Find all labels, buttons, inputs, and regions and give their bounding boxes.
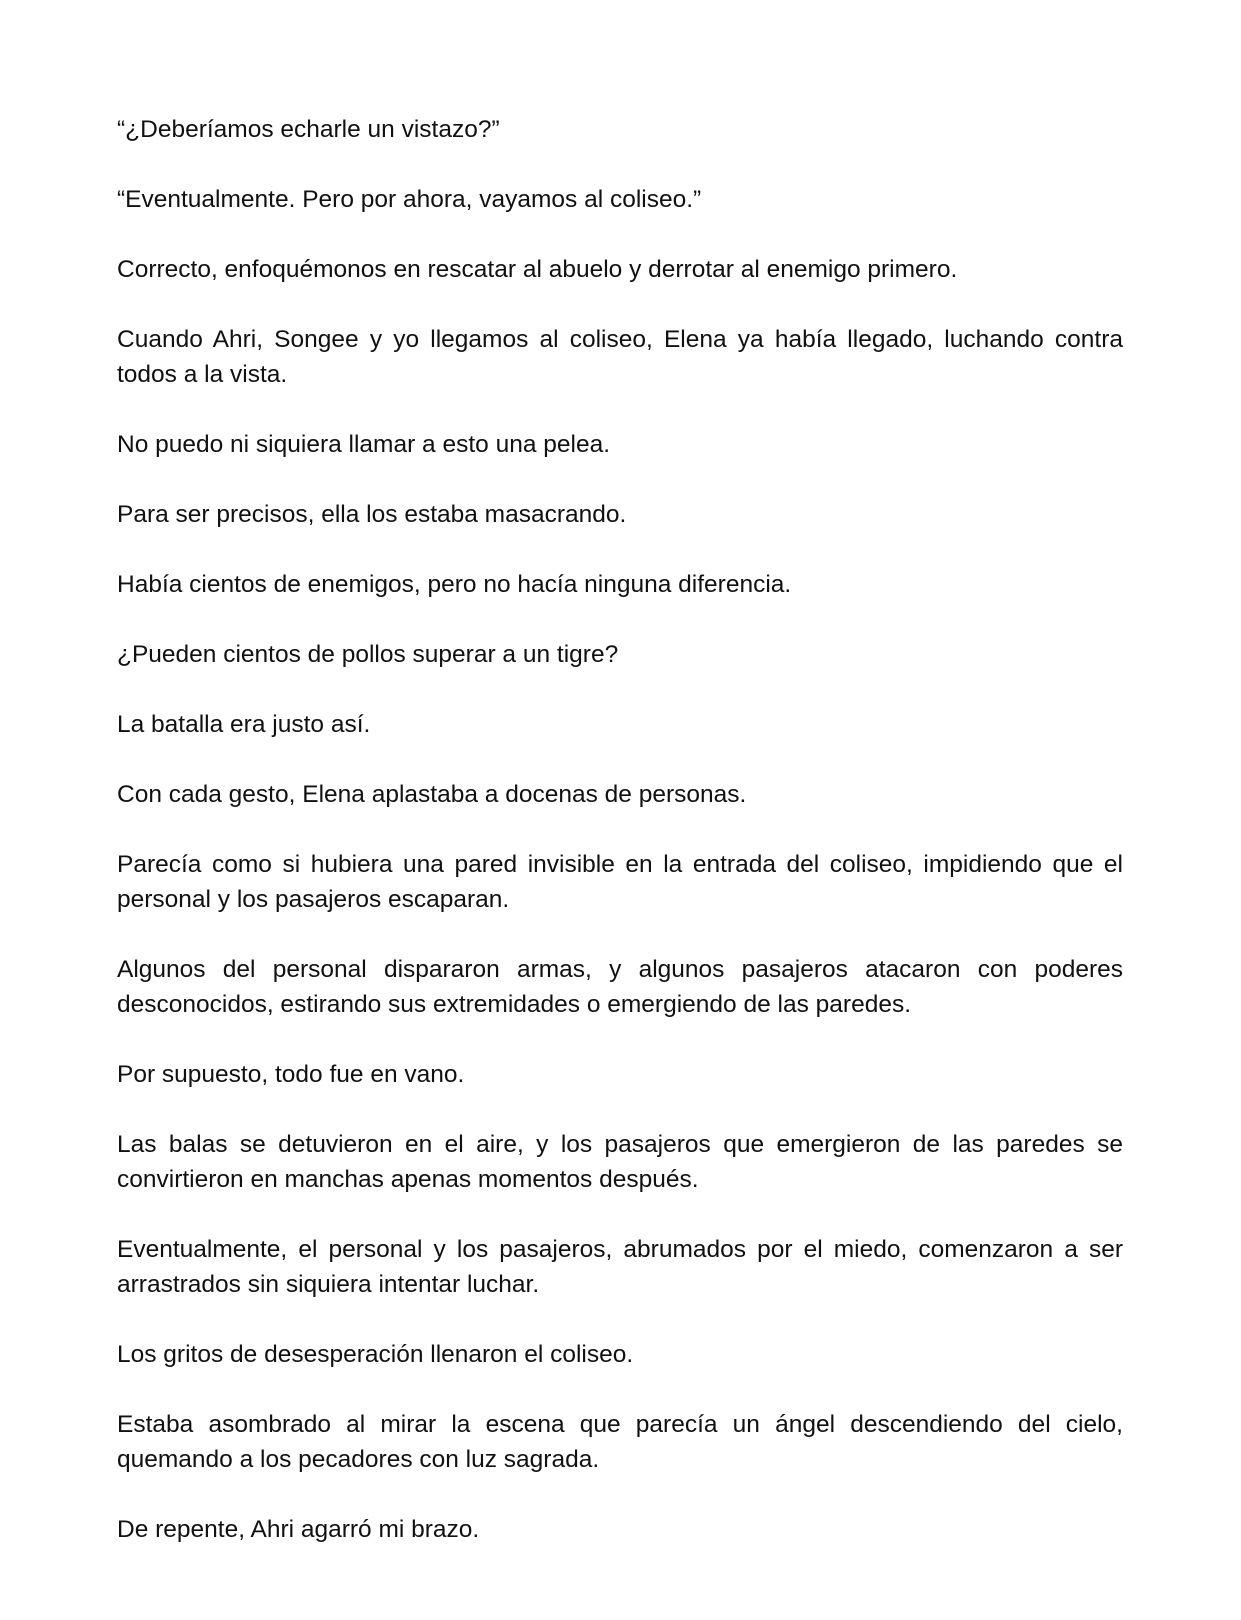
paragraph: No puedo ni siquiera llamar a esto una pelea. <box>117 431 611 458</box>
paragraph: “¿Deberíamos echarle un vistazo?” <box>117 116 500 143</box>
paragraph: Estaba asombrado al mirar la escena que parecía un ángel descendiendo del cielo, quemando a los pecadores con luz sagrada. <box>117 1411 1123 1473</box>
paragraph: “Eventualmente. Pero por ahora, vayamos al coliseo.” <box>117 186 702 213</box>
paragraph: De repente, Ahri agarró mi brazo. <box>117 1516 480 1543</box>
document-body <box>117 112 1123 1547</box>
paragraph: Para ser precisos, ella los estaba masacrando. <box>117 501 627 528</box>
paragraph: La batalla era justo así. <box>117 711 371 738</box>
paragraph: Había cientos de enemigos, pero no hacía ninguna diferencia. <box>117 571 792 598</box>
paragraph: Parecía como si hubiera una pared invisible en la entrada del coliseo, impidiendo que el personal y los pasajeros escaparan. <box>117 851 1123 913</box>
paragraph: Las balas se detuvieron en el aire, y los pasajeros que emergieron de las paredes se convirtieron en manchas apenas momentos después. <box>117 1131 1123 1193</box>
paragraph: Los gritos de desesperación llenaron el coliseo. <box>117 1341 634 1368</box>
paragraph: Cuando Ahri, Songee y yo llegamos al coliseo, Elena ya había llegado, luchando contra todos a la vista. <box>117 326 1123 388</box>
paragraph: ¿Pueden cientos de pollos superar a un tigre? <box>117 641 619 668</box>
paragraph: Con cada gesto, Elena aplastaba a docenas de personas. <box>117 781 747 808</box>
paragraph: Correcto, enfoquémonos en rescatar al abuelo y derrotar al enemigo primero. <box>117 256 958 283</box>
paragraph: Eventualmente, el personal y los pasajeros, abrumados por el miedo, comenzaron a ser arrastrados sin siquiera intentar luchar. <box>117 1236 1123 1298</box>
paragraph: Algunos del personal dispararon armas, y algunos pasajeros atacaron con poderes desconocidos, estirando sus extremidades o emergiendo de las paredes. <box>117 956 1123 1018</box>
paragraph: Por supuesto, todo fue en vano. <box>117 1061 465 1088</box>
